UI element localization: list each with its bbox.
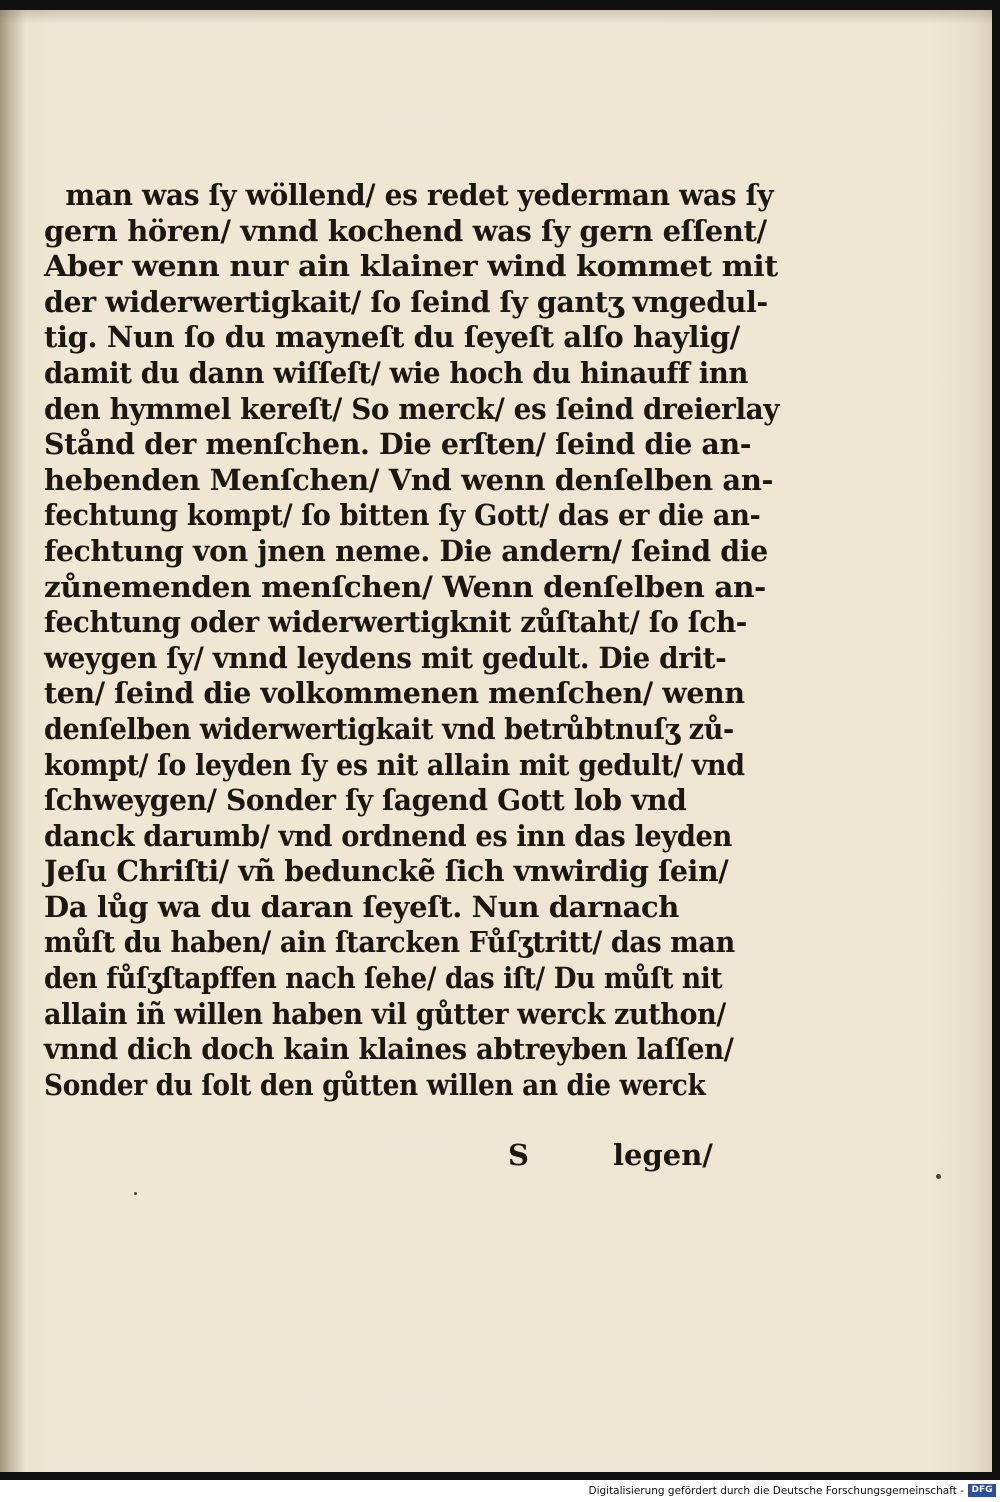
text-line: danck darumb/ vnd ordnend es inn das leyden (44, 818, 732, 853)
text-line: fechtung von jnen neme. Die andern/ ſeind die (44, 533, 768, 568)
catch-row (500, 1138, 720, 1178)
text-line: Da lůg wa du daran ſeyeſt. Nun darnach (44, 889, 679, 924)
footer-bar (0, 1480, 1000, 1502)
paper-speck (936, 1174, 941, 1179)
book-page (0, 10, 992, 1472)
text-line: denſelben widerwertigkait vnd betrůbtnuſʒ zů- (44, 711, 734, 746)
paper-speck (134, 1192, 137, 1195)
dfg-logo: DFG (968, 1484, 996, 1497)
text-line: der widerwertigkait/ ſo ſeind ſy gantʒ vngedul- (44, 284, 768, 319)
text-line: vnnd dich doch kain klaines abtreyben laſſen/ (44, 1032, 734, 1067)
text-line: ſchweygen/ Sonder ſy ſagend Gott lob vnd (44, 783, 687, 818)
text-line: Aber wenn nur ain klainer wind kommet mit (44, 249, 778, 284)
text-line: můſt du haben/ ain ſtarcken Fůſʒtritt/ das man (44, 925, 735, 960)
page-gutter (0, 10, 26, 1472)
text-line: Jeſu Chriſti/ vñ bedunckẽ ſich vnwirdig ſein/ (44, 854, 729, 889)
text-line: gern hören/ vnnd kochend was ſy gern eſſent/ (44, 213, 767, 248)
signature-mark: S (508, 1138, 529, 1172)
text-line: tig. Nun ſo du mayneſt du ſeyeſt alſo haylig/ (44, 320, 740, 355)
text-line: Sonder du ſolt den gůtten willen an die werck (44, 1067, 706, 1102)
text-line: fechtung kompt/ ſo bitten ſy Gott/ das er die an- (44, 498, 761, 533)
text-line: zůnemenden menſchen/ Wenn denſelben an- (44, 569, 766, 604)
page-top-shadow (0, 10, 992, 24)
catchword: legen/ (613, 1138, 713, 1172)
text-line: den hymmel kereſt/ So merck/ es ſeind dreierlay (44, 391, 780, 426)
text-line: allain iñ willen haben vil gůtter werck zuthon/ (44, 996, 726, 1031)
text-line: weygen ſy/ vnnd leydens mit gedult. Die drit- (44, 640, 727, 675)
funding-credit: Digitalisierung gefördert durch die Deutsche Forschungsgemeinschaft - (588, 1485, 964, 1497)
text-line: man was ſy wöllend/ es redet yederman was ſy (65, 178, 774, 212)
text-line: Stånd der menſchen. Die erſten/ ſeind die an- (44, 427, 752, 462)
text-line: damit du dann wiſſeſt/ wie hoch du hinauff inn (44, 355, 749, 390)
text-line: den fůſʒſtapffen nach ſehe/ das iſt/ Du můſt nit (44, 961, 723, 996)
text-line: fechtung oder widerwertigknit zůſtaht/ ſo ſch- (44, 605, 747, 640)
text-line: hebenden Menſchen/ Vnd wenn denſelben an- (44, 462, 774, 497)
text-line: ten/ ſeind die volkommenen menſchen/ wenn (44, 676, 745, 711)
body-text (44, 178, 780, 1103)
text-line: kompt/ ſo leyden ſy es nit allain mit gedult/ vnd (44, 747, 745, 782)
